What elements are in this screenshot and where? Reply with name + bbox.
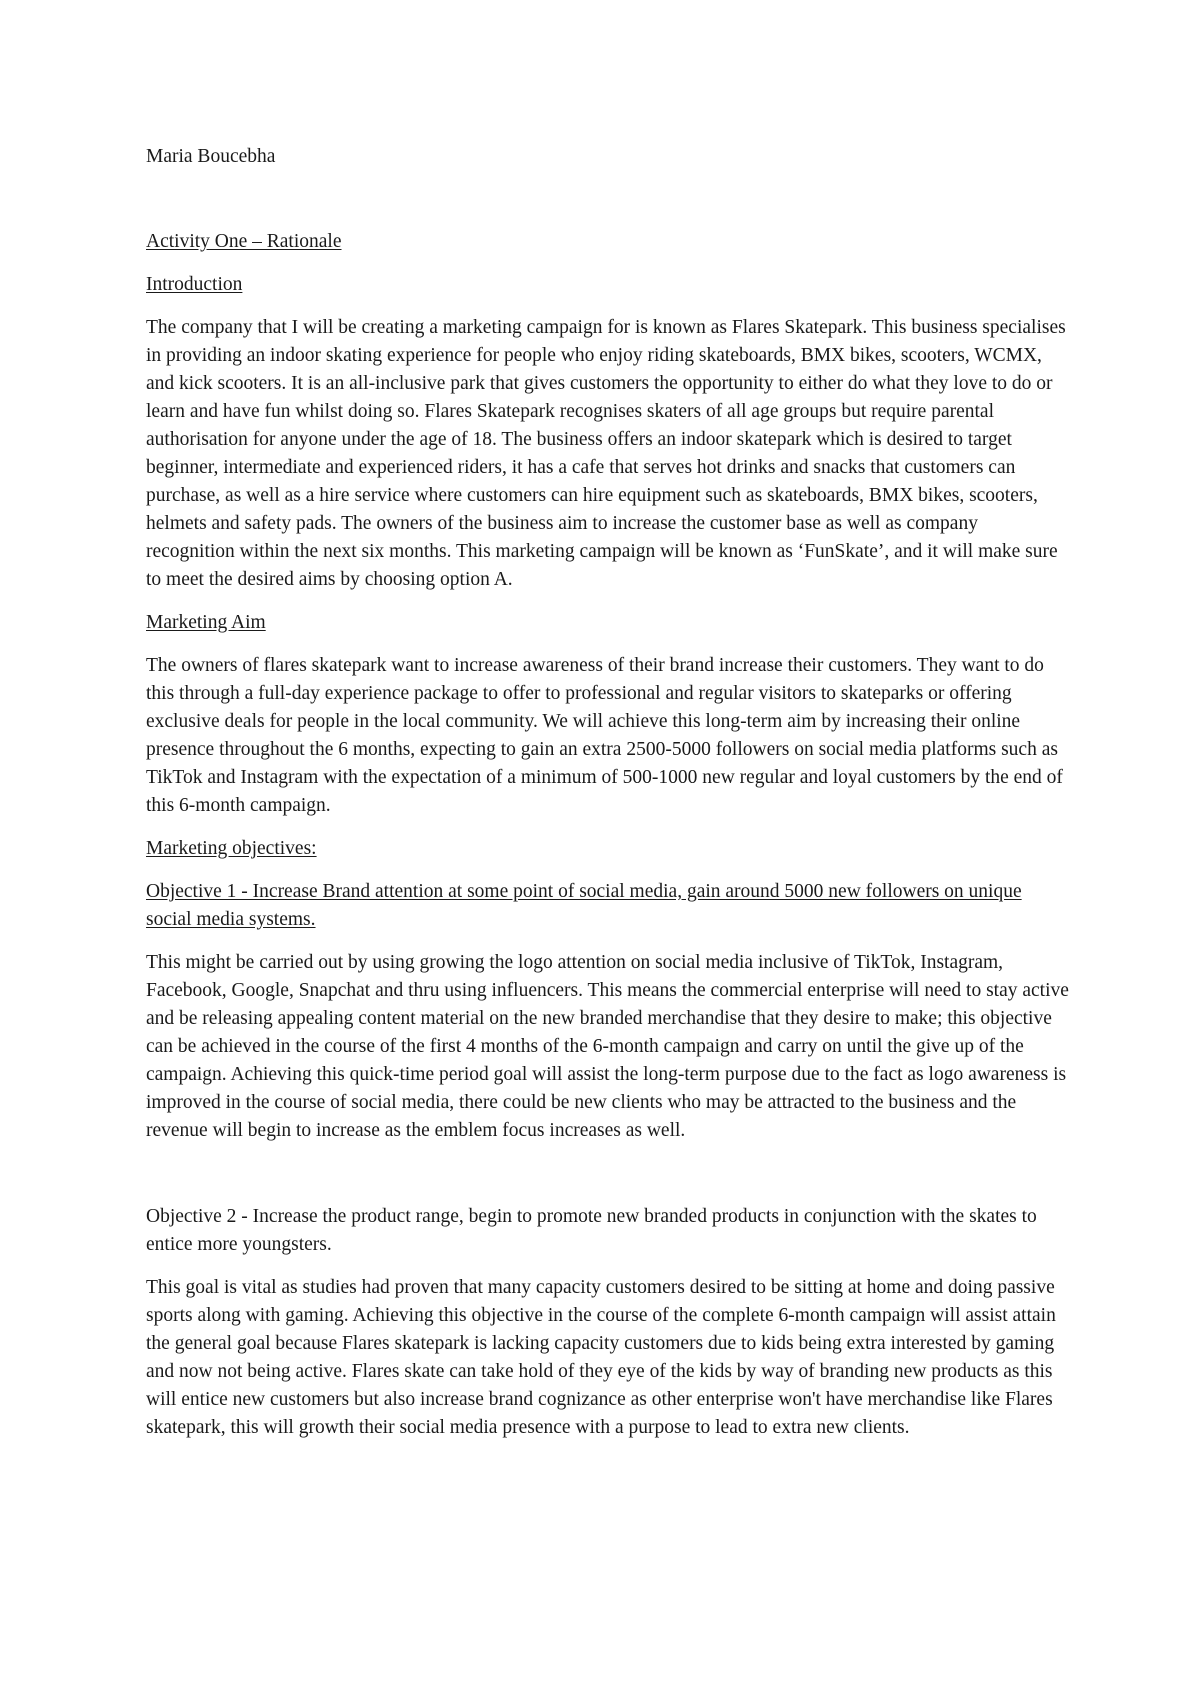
marketing-aim-paragraph: The owners of flares skatepark want to increase awareness of their brand increase their customers. They want to do this through a full-day experience package to offer to professional and regular visitors to skateparks or offering exclusive deals for people in the local community. We will achieve this long-term aim by increasing their online presence throughout the 6 months, expecting to gain an extra 2500-5000 followers on social media platforms such as TikTok and Instagram with the expectation of a minimum of 500-1000 new regular and loyal customers by the end of this 6-month campaign. bbox=[146, 655, 1063, 816]
introduction-paragraph: The company that I will be creating a marketing campaign for is known as Flares Skatepark. This business specialises in providing an indoor skating experience for people who enjoy riding skateboards, BMX bikes, scooters, WCMX, and kick scooters. It is an all-inclusive park that gives customers the opportunity to either do what they love to do or learn and have fun whilst doing so. Flares Skatepark recognises skaters of all age groups but require parental authorisation for anyone under the age of 18. The business offers an indoor skatepark which is desired to target beginner, intermediate and experienced riders, it has a cafe that serves hot drinks and snacks that customers can purchase, as well as a hire service where customers can hire equipment such as skateboards, BMX bikes, scooters, helmets and safety pads. The owners of the business aim to increase the customer base as well as company recognition within the next six months. This marketing campaign will be known as ‘FunSkate’, and it will make sure to meet the desired aims by choosing option A. bbox=[146, 317, 1066, 590]
introduction-heading: Introduction bbox=[146, 274, 243, 295]
objective-1-heading: Objective 1 - Increase Brand attention at some point of social media, gain around 5000 new followers on unique social media systems. bbox=[146, 881, 1022, 930]
document-title: Activity One – Rationale bbox=[146, 231, 342, 252]
marketing-aim-heading: Marketing Aim bbox=[146, 612, 266, 633]
document-body bbox=[146, 143, 1070, 1457]
marketing-objectives-heading: Marketing objectives: bbox=[146, 838, 317, 859]
objective-1-paragraph: This might be carried out by using growing the logo attention on social media inclusive of TikTok, Instagram, Facebook, Google, Snapchat and thru using influencers. This means the commercial enterprise will need to stay active and be releasing appealing content material on the new branded merchandise that they desire to make; this objective can be achieved in the course of the first 4 months of the 6-month campaign and carry on until the give up of the campaign. Achieving this quick-time period goal will assist the long-term purpose due to the fact as logo awareness is improved in the course of social media, there could be new clients who may be attracted to the business and the revenue will begin to increase as the emblem focus increases as well. bbox=[146, 952, 1069, 1141]
objective-2-paragraph: This goal is vital as studies had proven that many capacity customers desired to be sitting at home and doing passive sports along with gaming. Achieving this objective in the course of the complete 6-month campaign will assist attain the general goal because Flares skatepark is lacking capacity customers due to kids being extra interested by gaming and now not being active. Flares skate can take hold of they eye of the kids by way of branding new products as this will entice new customers but also increase brand cognizance as other enterprise won't have merchandise like Flares skatepark, this will growth their social media presence with a purpose to lead to extra new clients. bbox=[146, 1277, 1056, 1438]
author-name: Maria Boucebha bbox=[146, 146, 276, 167]
section-spacer bbox=[146, 1160, 1070, 1203]
objective-2-heading: Objective 2 - Increase the product range, begin to promote new branded products in conjunction with the skates to entice more youngsters. bbox=[146, 1206, 1037, 1255]
